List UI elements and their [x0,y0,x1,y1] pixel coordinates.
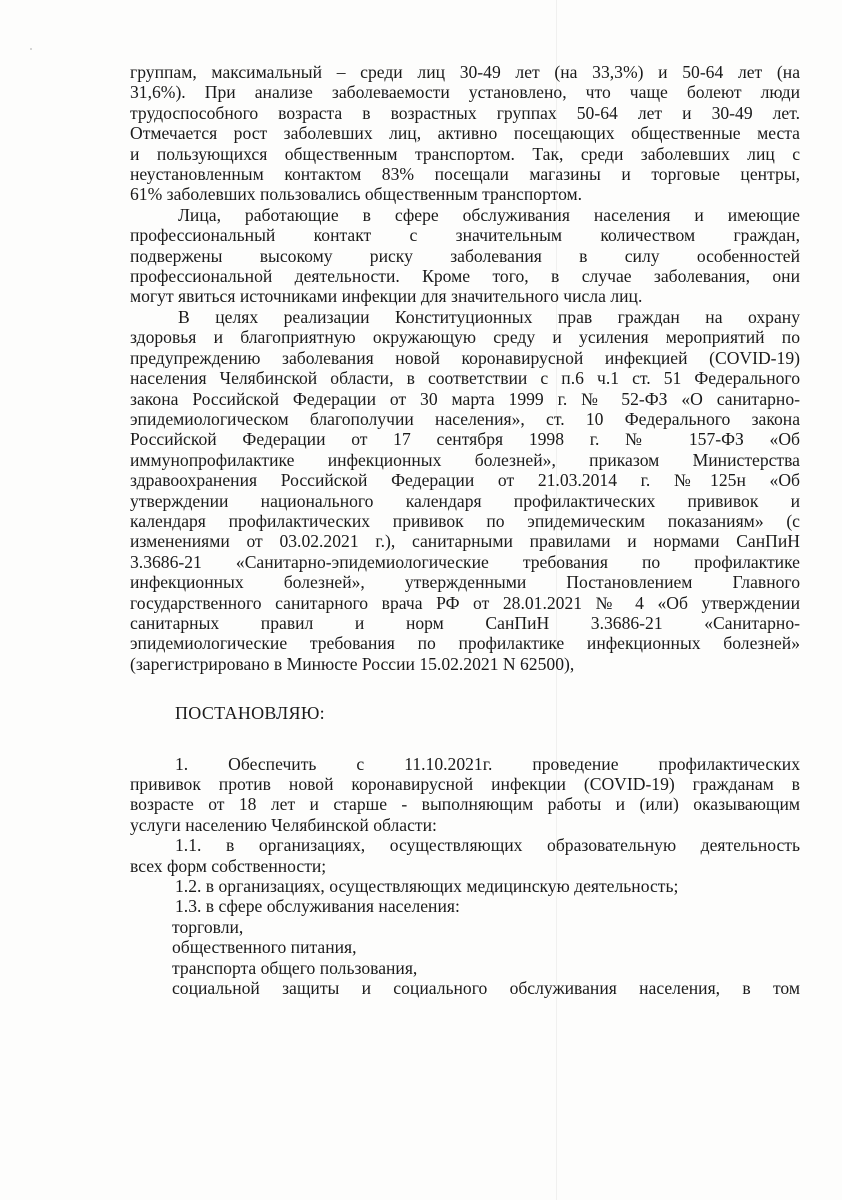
service-list-item: транспорта общего пользования, [172,957,418,978]
sub-item-1-3: 1.3. в сфере обслуживания населения: [175,896,460,917]
final-line: социальной защиты и социального обслуживания населения, в том [172,978,800,999]
service-list-item: общественного питания, [172,937,357,958]
paragraph-line: Отмечается рост заболевших лиц, активно посещающих общественные места [130,123,800,144]
paragraph-line: группам, максимальный – среди лиц 30-49 лет (на 33,3%) и 50-64 лет (на [130,62,800,82]
decree-heading: ПОСТАНОВЛЯЮ: [175,703,325,724]
item-1-line: 1. Обеспечить с 11.10.2021г. проведение профилактических [175,753,800,774]
paragraph-line: 3.3686-21 «Санитарно-эпидемиологические требования по профилактике [130,551,800,572]
paragraph-line: здоровья и благоприятную окружающую среду и усиления мероприятий по [130,327,800,348]
paragraph-line: профессиональный контакт с значительным количеством граждан, [130,225,800,246]
paragraph-line: инфекционных болезней», утвержденными Постановлением Главного [130,572,800,593]
paragraph-line: календаря профилактических прививок по эпидемическим показаниям» (с [130,510,800,531]
paragraph-line: неустановленным контактом 83% посещали магазины и торговые центры, [130,164,800,185]
paragraph-line: здравоохранения Российской Федерации от 21.03.2014 г. №125н «Об [130,470,800,491]
paragraph-line: 31,6%). При анализе заболеваемости установлено, что чаще болеют люди [130,82,800,103]
paragraph-line: Лица, работающие в сфере обслуживания населения и имеющие [178,204,800,225]
paragraph-line: подвержены высокому риску заболевания в силу особенностей [130,245,800,266]
paragraph-line: эпидемиологическом благополучии населения», ст. 10 Федерального закона [130,408,800,429]
paragraph-line: закона Российской Федерации от 30 марта 1999 г. № 52-ФЗ «О санитарно- [130,388,800,409]
item-1-line: возрасте от 18 лет и старше - выполняющим работы и (или) оказывающим [130,794,800,815]
item-1-line: услуги населению Челябинской области: [130,814,437,835]
paragraph-line: населения Челябинской области, в соответствии с п.6 ч.1 ст. 51 Федерального [130,368,800,389]
paragraph-line: изменениями от 03.02.2021 г.), санитарными правилами и нормами СанПиН [130,531,800,552]
paragraph-line: иммунопрофилактике инфекционных болезней», приказом Министерства [130,449,800,470]
paragraph-line: В целях реализации Конституционных прав граждан на охрану [178,306,800,327]
paragraph-line: и пользующихся общественным транспортом. Так, среди заболевших лиц с [130,143,800,164]
paragraph-line: санитарных правил и норм СанПиН 3.3686-21 «Санитарно- [130,612,800,633]
paragraph-line: Российской Федерации от 17 сентября 1998 г. № 157-ФЗ «Об [130,429,800,450]
paragraph-line: государственного санитарного врача РФ от 28.01.2021 № 4 «Об утверждении [130,592,800,613]
paragraph-line: могут явиться источниками инфекции для значительного числа лиц. [130,286,643,307]
sub-item-1-1-cont: всех форм собственности; [130,855,327,876]
paragraph-line: эпидемиологические требования по профилактике инфекционных болезней» [130,633,800,654]
scan-fold-line [556,0,557,1200]
paragraph-line: профессиональной деятельности. Кроме того, в случае заболевания, они [130,266,800,287]
paragraph-line: утверждении национального календаря профилактических прививок и [130,490,800,511]
paragraph-line: предупреждению заболевания новой коронавирусной инфекцией (COVID-19) [130,347,800,368]
item-1-line: прививок против новой коронавирусной инфекции (COVID-19) гражданам в [130,774,800,794]
paragraph-line: 61% заболевших пользовались общественным транспортом. [130,184,583,205]
service-list-item: торговли, [172,916,244,937]
paragraph-line: (зарегистрировано в Минюсте России 15.02.2021 N 62500), [130,653,575,674]
scan-speck [30,48,32,50]
sub-item-1-2: 1.2. в организациях, осуществляющих медицинскую деятельность; [175,876,679,897]
paragraph-line: трудоспособного возраста в возрастных группах 50-64 лет и 30-49 лет. [130,102,800,123]
sub-item-1-1: 1.1. в организациях, осуществляющих образовательную деятельность [175,835,800,856]
